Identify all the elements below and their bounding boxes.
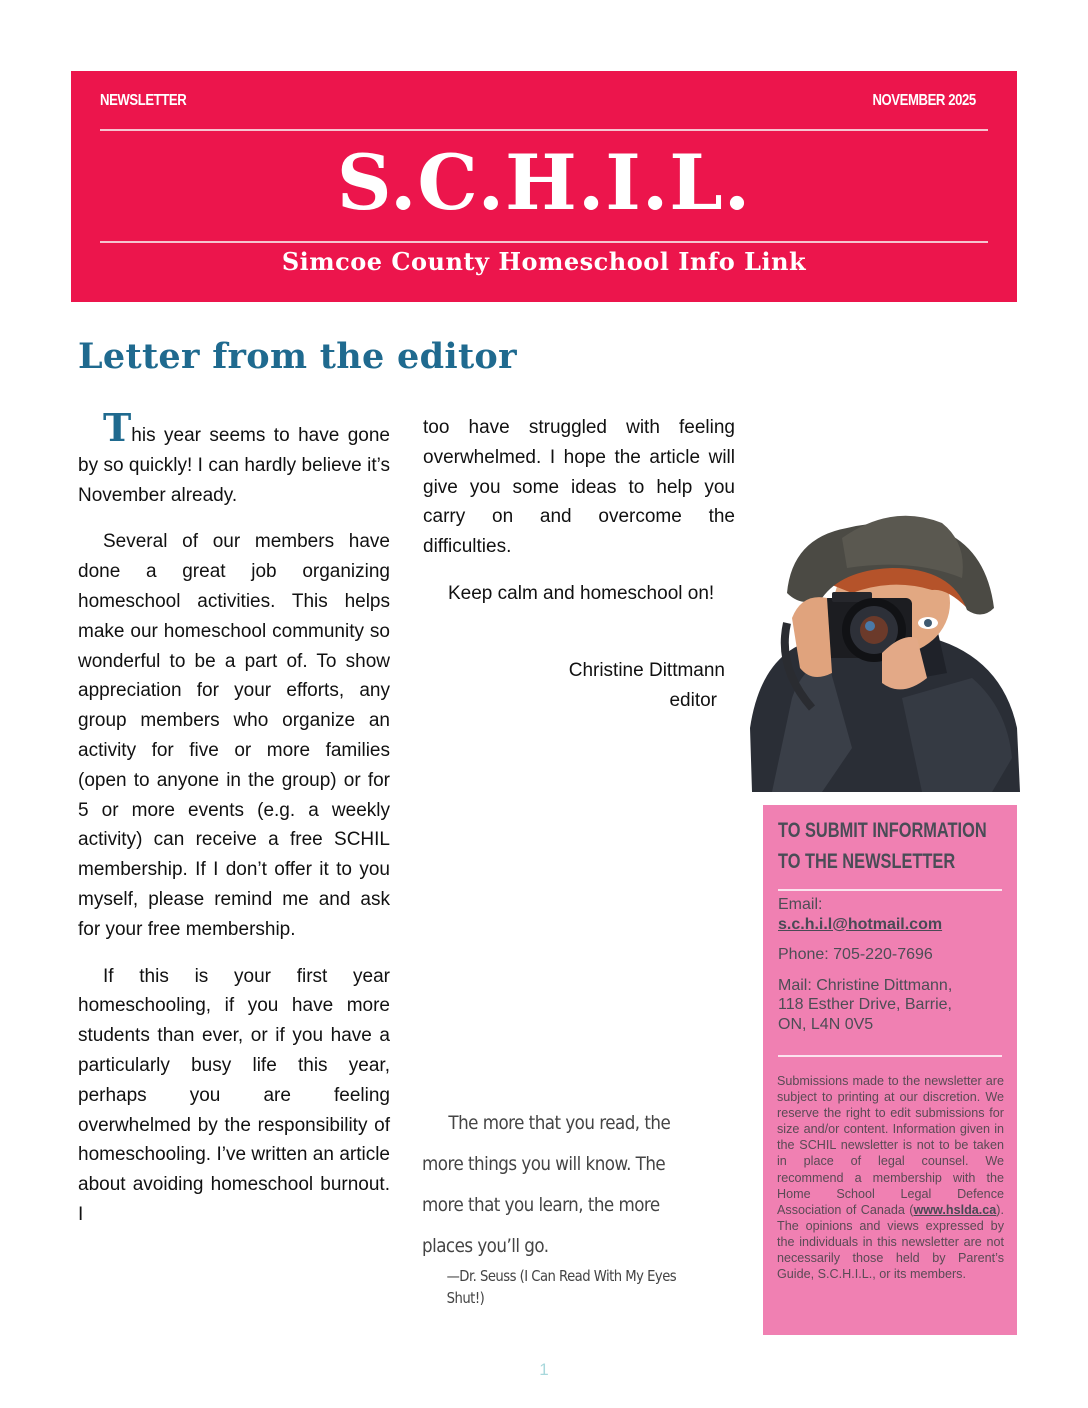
masthead-divider — [100, 129, 988, 131]
mail-address: Mail: Christine Dittmann, 118 Esther Drive, Barrie, ON, L4N 0V5 — [778, 976, 953, 1033]
masthead-divider — [100, 241, 988, 243]
masthead — [71, 71, 1017, 302]
quote-text: The more that you read, the more things you will know. The more that you learn, the more places you’ll go. — [422, 1112, 671, 1257]
contact-info — [778, 895, 1004, 1045]
newsletter-label: NEWSLETTER — [100, 92, 187, 109]
email-label: Email: — [778, 896, 823, 913]
sidebar-divider — [778, 1055, 1002, 1057]
email-row — [778, 895, 1004, 934]
article-paragraph: Keep calm and homeschool on! — [448, 582, 715, 604]
drop-cap: T — [103, 405, 132, 450]
child-with-camera-photo — [732, 498, 1022, 792]
signature-name: Christine Dittmann — [568, 660, 725, 681]
article-paragraph: If this is your first year homeschooling, if you have more students than ever, or if you have a particularly busy life this year, perhaps you are feeling overwhelmed by the responsibility of homeschooling. I’ve written an article about avoiding homeschool burnout. I — [78, 965, 390, 1225]
page-number: 1 — [539, 1360, 549, 1379]
masthead-labels — [100, 92, 976, 110]
disclaimer-text: Submissions made to the newsletter are subject to printing at our discretion. We reserve the right to edit submissions for size and/or content. Information given in the SCHIL newsletter is not to be taken in place of legal counsel. We recommend a membership with the Home School Legal Defence Association of Canada ( — [777, 1074, 1004, 1217]
article-paragraph: Several of our members have done a great job organizing homeschool activities. This helps make our homeschool community so wonderful to be a part of. To show appreciation for your efforts, any group members who organize an activity for five or more families (open to anyone in the group) or for 5 or more events (e.g. a weekly activity) can receive a free SCHIL membership. If I don’t offer it to you myself, please remind me and ask for your free membership. — [78, 531, 390, 940]
article-headline: Letter from the editor — [78, 336, 517, 377]
article-paragraph — [78, 405, 390, 510]
newsletter-title: S.C.H.I.L. — [336, 138, 752, 227]
sidebar-divider — [778, 889, 1002, 891]
child-with-camera-illustration — [732, 498, 1022, 792]
article-paragraph: too have struggled with feeling overwhelmed. I hope the article will give you some ideas to help you carry on and overcome the difficulties. — [423, 417, 735, 558]
quote-attribution: —Dr. Seuss (I Can Read With My Eyes Shut!) — [446, 1267, 677, 1307]
paragraph-text: his year seems to have gone by so quickly! I can hardly believe it’s November already. — [78, 425, 390, 506]
signature-role: editor — [669, 690, 717, 711]
pull-quote — [422, 1103, 695, 1309]
article-column-2 — [423, 413, 735, 626]
sidebar-title: TO SUBMIT INFORMATION TO THE NEWSLETTER — [778, 819, 987, 873]
signature — [423, 656, 725, 716]
disclaimer-text: ). The opinions and views expressed by the individuals in this newsletter are not necessarily those held by Parent’s Guide, S.C.H.I.L., or its members. — [777, 1202, 1004, 1282]
email-link[interactable]: s.c.h.i.l@hotmail.com — [778, 915, 943, 933]
phone-info: Phone: 705-220-7696 — [778, 946, 933, 963]
hslda-link[interactable]: www.hslda.ca — [913, 1202, 997, 1217]
article-column-1 — [78, 405, 390, 1247]
submission-sidebar — [763, 805, 1017, 1335]
issue-date: NOVEMBER 2025 — [872, 92, 976, 109]
newsletter-subtitle: Simcoe County Homeschool Info Link — [281, 247, 807, 276]
legal-disclaimer — [777, 1073, 1004, 1282]
